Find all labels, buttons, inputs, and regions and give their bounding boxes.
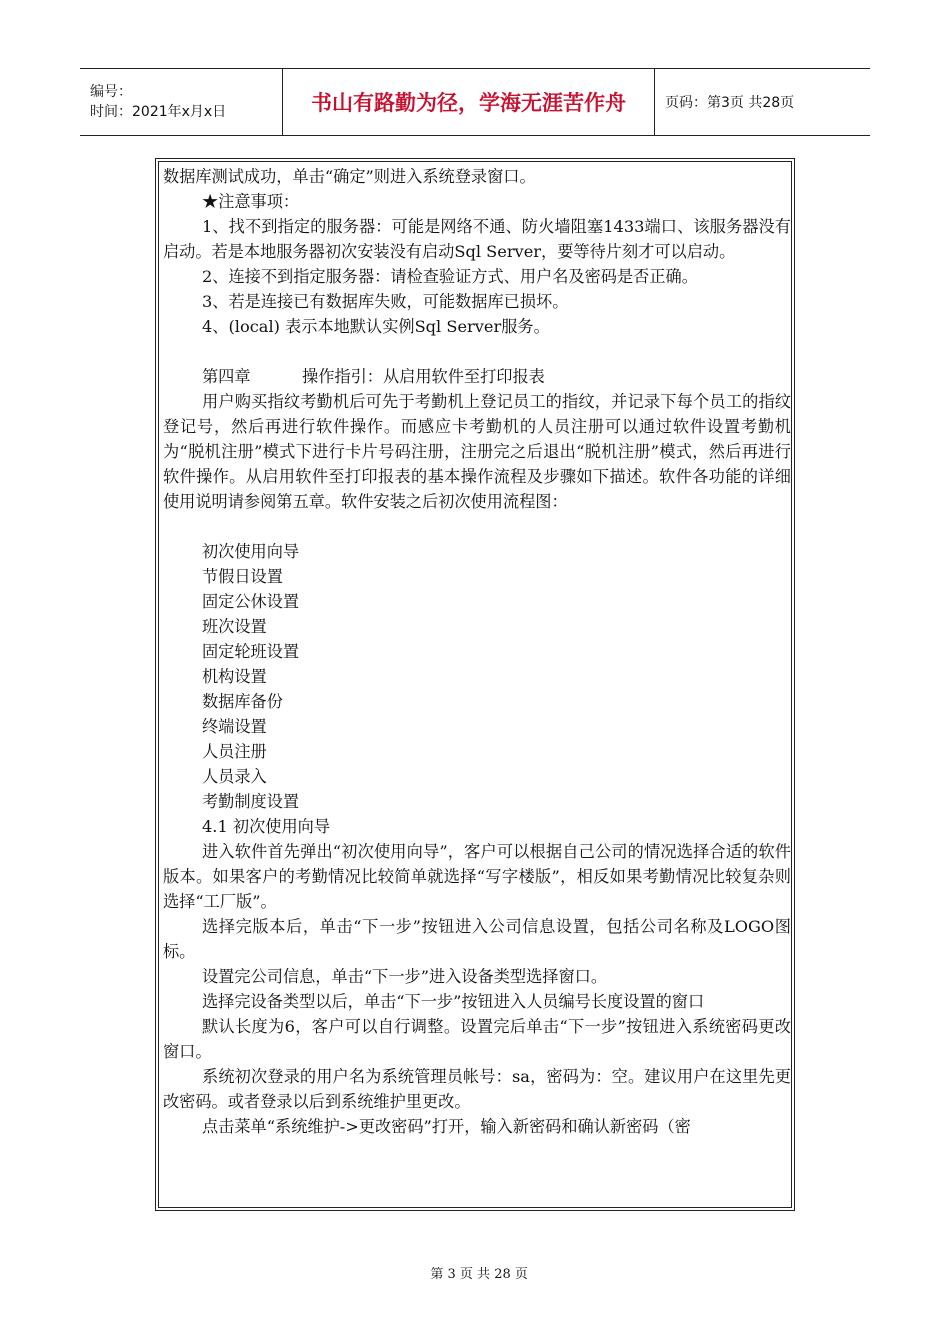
note-4: 4、(local) 表示本地默认实例Sql Server服务。 xyxy=(202,317,550,336)
note-2: 2、连接不到指定服务器：请检查验证方式、用户名及密码是否正确。 xyxy=(202,267,698,286)
document-body xyxy=(163,164,791,1139)
paragraph: 进入软件首先弹出“初次使用向导”，客户可以根据自己公司的情况选择合适的软件版本。如果客户的考勤情况比较简单就选择“写字楼版”，相反如果考勤情况比较复杂则选择“工厂版”。 xyxy=(163,842,791,911)
flow-step: 初次使用向导 xyxy=(202,542,300,561)
footer-page-number: 第 3 页 共 28 页 xyxy=(430,1267,528,1282)
flow-step: 数据库备份 xyxy=(202,692,283,711)
number-label: 编号： xyxy=(90,84,132,100)
flow-step: 人员录入 xyxy=(202,767,267,786)
flow-step: 节假日设置 xyxy=(202,567,283,586)
header-meta xyxy=(80,69,283,135)
motto-text: 书山有路勤为径，学海无涯苦作舟 xyxy=(311,91,626,115)
paragraph: 选择完版本后，单击“下一步”按钮进入公司信息设置，包括公司名称及LOGO图标。 xyxy=(163,917,791,961)
page-label: 页码：第3页 共28页 xyxy=(665,95,795,111)
time-label: 时间：2021年x月x日 xyxy=(90,104,227,120)
flow-step: 考勤制度设置 xyxy=(202,792,300,811)
content-frame-inner xyxy=(158,161,792,1208)
paragraph: 设置完公司信息，单击“下一步”进入设备类型选择窗口。 xyxy=(202,967,608,986)
flow-step: 人员注册 xyxy=(202,742,267,761)
flow-step: 固定公休设置 xyxy=(202,592,300,611)
chapter-heading: 第四章 操作指引：从启用软件至打印报表 xyxy=(202,367,545,386)
note-1: 1、找不到指定的服务器：可能是网络不通、防火墙阻塞1433端口、该服务器没有启动。若是本地服务器初次安装没有启动Sql Server，要等待片刻才可以启动。 xyxy=(163,217,791,261)
chapter-intro: 用户购买指纹考勤机后可先于考勤机上登记员工的指纹，并记录下每个员工的指纹登记号，然后再进行软件操作。而感应卡考勤机的人员注册可以通过软件设置考勤机为“脱机注册”模式下进行卡片号码注册，注册完之后退出“脱机注册”模式，然后再进行软件操作。从启用软件至打印报表的基本操作流程及步骤如下描述。软件各功能的详细使用说明请参阅第五章。软件安装之后初次使用流程图： xyxy=(163,392,791,511)
paragraph: 系统初次登录的用户名为系统管理员帐号：sa，密码为：空。建议用户在这里先更改密码。或者登录以后到系统维护里更改。 xyxy=(163,1067,791,1111)
flow-step: 终端设置 xyxy=(202,717,267,736)
notice-title: ★注意事项： xyxy=(202,192,300,211)
flow-step: 固定轮班设置 xyxy=(202,642,300,661)
page-footer xyxy=(0,1248,950,1282)
header-page xyxy=(655,69,870,135)
spacer xyxy=(163,339,791,364)
flow-step: 班次设置 xyxy=(202,617,267,636)
spacer xyxy=(163,514,791,539)
paragraph: 默认长度为6，客户可以自行调整。设置完后单击“下一步”按钮进入系统密码更改窗口。 xyxy=(163,1017,791,1061)
header-motto xyxy=(283,69,655,135)
note-3: 3、若是连接已有数据库失败，可能数据库已损坏。 xyxy=(202,292,569,311)
paragraph: 选择完设备类型以后，单击“下一步”按钮进入人员编号长度设置的窗口 xyxy=(202,992,705,1011)
content-frame xyxy=(155,158,795,1211)
flow-step: 机构设置 xyxy=(202,667,267,686)
section-heading: 4.1 初次使用向导 xyxy=(202,817,331,836)
paragraph: 点击菜单“系统维护->更改密码”打开，输入新密码和确认新密码（密 xyxy=(202,1117,691,1136)
paragraph: 数据库测试成功，单击“确定”则进入系统登录窗口。 xyxy=(163,167,536,186)
page-header xyxy=(80,68,870,136)
